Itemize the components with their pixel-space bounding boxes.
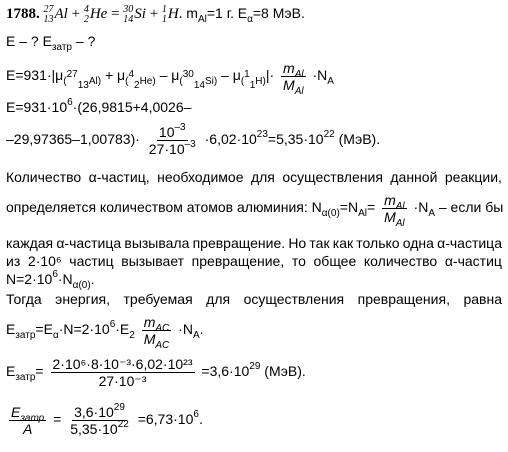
efficiency-lhs-fraction: $\frac{E_{затр}}{A}$ [11,404,45,437]
si-symbol: Si [134,6,146,22]
efficiency-rhs-fraction: $\frac{3,6\cdot 10^{29}}{5,35\cdot 10^{22}}$ [70,402,129,437]
find-line: E – ? $E_{затр}$ – ? [6,33,96,53]
formula-energy: $E=931\cdot|\mu_{(^{27}_{13}Al)} + \mu_{(^4_2He)} - \mu_{(^{30}_{14}Si)} - \mu_{(^1_1H)}|\cdot$ $\frac{m_{Al}}{M_{Al}}$ $\cdot N_A$ [6,60,334,97]
energy-calc-fraction: $\frac{\text{2·10⁶·8·10⁻³·6,02·10²³}}{\text{27·10⁻³}}$ [52,356,193,389]
calc-line-1: $E=931\cdot 10^6\cdot(26,9815+4,0026-$ [6,97,192,115]
al-symbol: Al [54,6,68,22]
para1-line1: Количество α-частиц, необходимое для осуществления данной реакции, [6,169,502,185]
plus-sign: + [71,6,81,22]
efficiency-calc: $\frac{E_{затр}}{A}$ = $\frac{3,6\cdot 10^{29}}{5,35\cdot 10^{22}}$ $=6,73\cdot 10^6$. [11,402,203,437]
calc-line-2: –29,97365–1,00783)· $\frac{10^{-3}}{27\cdot 10^{-3}}$ $\cdot 6,02\cdot 10^{23}=5,35\cdot 10^{22}$ (МэВ). [6,122,381,157]
equals-sign: = [111,6,120,22]
mac-fraction: $\frac{m_{AC}}{M_{AC}}$ [143,314,170,351]
al-nuclide-indices: 27 13 [43,3,54,25]
h-symbol: H [167,6,179,22]
para1-line2: определяется количеством атомов алюминия: $N_{\alpha(0)}=N_{Al}=$ $\frac{m_{Al}}{M_{Al}}$ $\cdot N_A$ – если бы [6,192,504,229]
para1-line5: $N=2\cdot 10^6\cdot N_{\alpha(0)}$. [6,269,95,291]
atoms-fraction: $\frac{m_{Al}}{M_{Al}}$ [384,192,405,229]
energy-formula: $E_{затр}=E_\alpha\cdot N=2\cdot 10^6\cdot E_2$ $\frac{m_{AC}}{M_{AC}}$ $\cdot N_A$. [6,314,204,351]
para1-line3: каждая α-частица вызывала превращение. Но так как только одна α-частица [6,235,502,251]
he-symbol: He [89,6,108,22]
energy-calc: $E_{затр}=$ $\frac{\text{2·10⁶·8·10⁻³·6,02·10²³}}{\text{27·10⁻³}}$ $=3,6\cdot 10^{29}$ (МэВ). [6,356,306,389]
given-energy: $E_\alpha=8$ МэВ. [237,5,305,25]
ratio-fraction: $\frac{10^{-3}}{27\cdot 10^{-3}}$ [148,122,196,157]
given-mass: $m_{Al}=1$ г. [186,5,234,25]
problem-number: 1788. [6,6,40,22]
problem-header: 1788. 27 13 Al + 4 2 He = 30 14 Si + 1 1 H. $m_{Al}=1$ г. $E_\alpha=8$ МэВ. [6,3,305,25]
h-nuclide-indices: 1 1 [161,3,167,25]
para1-line4: из 2·10⁶ частиц вызывает превращение, то общее количество α-частиц [6,253,502,269]
si-nuclide-indices: 30 14 [123,3,134,25]
he-nuclide-indices: 4 2 [83,3,89,25]
plus-sign: + [149,6,159,22]
para2-line1: Тогда энергия, требуемая для осуществления превращения, равна [6,291,502,307]
mass-ratio-fraction: $\frac{m_{Al}}{M_{Al}}$ [283,60,304,97]
